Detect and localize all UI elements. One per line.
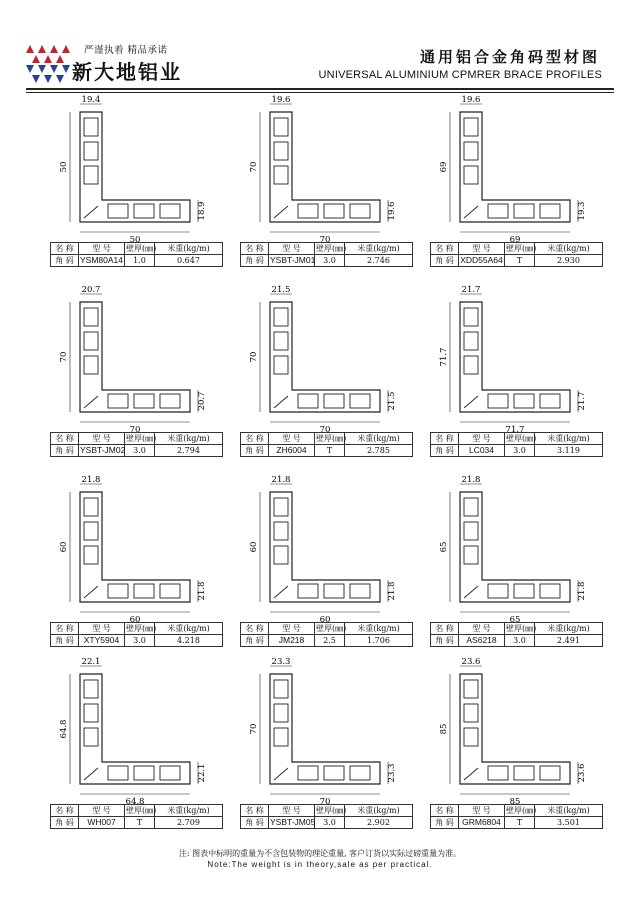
profile-chamber [540,584,560,598]
profile-chamber [84,728,98,746]
profile-chamber [464,166,478,184]
spec-table [240,242,413,267]
profile-outline [270,302,380,412]
spec-weight: 2.902 [345,817,413,829]
spec-header-name: 名 称 [241,623,269,635]
profile-chamber [464,586,478,598]
spec-thickness: 3.0 [125,445,155,457]
profile-drawing [240,95,400,245]
profile-chamber [274,546,288,564]
spec-header-weight: 米重(kg/m) [345,805,413,817]
profile-chamber [134,766,154,780]
profile-chamber [540,204,560,218]
profile-chamber [464,680,478,698]
spec-name: 角 码 [241,445,269,457]
profile-chamber [108,394,128,408]
spec-header-weight: 米重(kg/m) [345,623,413,635]
profile-chamber [160,584,180,598]
profile-chamber [350,204,370,218]
profile-chamber [464,332,478,350]
dim-left-label: 71.7 [439,347,449,367]
profile-chamber [464,728,478,746]
spec-header-thickness: 壁厚(㎜) [126,434,157,443]
company-logo [26,45,72,87]
spec-weight: 1.706 [345,635,413,647]
spec-header-thickness: 壁厚(㎜) [126,244,157,253]
profile-chamber [324,204,344,218]
spec-weight: 3.119 [535,445,603,457]
spec-name: 角 码 [241,255,269,267]
dim-left-label: 50 [59,161,69,173]
dim-left-label: 65 [439,541,449,553]
spec-header-name: 名 称 [51,433,79,445]
dim-left-label: 70 [249,161,259,173]
spec-header-weight: 米重(kg/m) [345,433,413,445]
spec-weight: 2.491 [535,635,603,647]
profile-outline [460,302,570,412]
profile-chamber [84,396,98,408]
profile-chamber [84,680,98,698]
spec-model: AS6218 [459,635,505,647]
profile-chamber [84,308,98,326]
dim-top-label: 21.8 [81,475,101,485]
profile-card [430,95,610,278]
profile-chamber [84,142,98,160]
profile-chamber [464,142,478,160]
dim-right-label: 20.7 [197,391,207,411]
company-slogan: 严谨执着 精品承诺 [84,45,168,56]
profile-outline [80,674,190,784]
profile-chamber [464,768,478,780]
spec-thickness: 3.0 [125,635,155,647]
profile-chamber [134,394,154,408]
profile-chamber [274,118,288,136]
spec-model: XDD55A64 [460,255,503,265]
spec-name: 角 码 [51,817,79,829]
dim-top-label: 21.7 [461,285,481,295]
spec-table [430,432,603,457]
profile-chamber [274,308,288,326]
dim-bottom-label: 70 [319,425,331,435]
dim-bottom-label: 65 [509,615,521,625]
header-divider [26,88,614,90]
spec-header-thickness: 壁厚(㎜) [316,624,347,633]
profile-chamber [514,394,534,408]
profile-chamber [84,704,98,722]
spec-header-thickness: 壁厚(㎜) [506,624,537,633]
profile-chamber [274,356,288,374]
profile-chamber [488,394,508,408]
profile-chamber [274,396,288,408]
dim-top-label: 19.6 [461,95,481,105]
profile-chamber [84,166,98,184]
profile-chamber [488,584,508,598]
spec-name: 角 码 [431,255,459,267]
spec-header-name: 名 称 [431,623,459,635]
spec-name: 角 码 [241,817,269,829]
profile-chamber [84,356,98,374]
dim-top-label: 22.1 [81,657,101,667]
spec-header-weight: 米重(kg/m) [155,623,223,635]
profile-chamber [514,584,534,598]
profile-chamber [84,498,98,516]
spec-name: 角 码 [431,635,459,647]
spec-model: YSBT-JM01 [270,255,316,265]
profile-chamber [274,166,288,184]
profile-chamber [274,768,288,780]
spec-model: YSBT-JM05 [270,817,316,827]
spec-header-name: 名 称 [51,623,79,635]
profile-chamber [274,522,288,540]
profile-chamber [274,586,288,598]
dim-left-label: 64.8 [59,719,69,739]
dim-top-label: 20.7 [81,285,101,295]
profile-card [50,285,230,468]
profile-chamber [160,766,180,780]
profile-chamber [488,766,508,780]
spec-header-weight: 米重(kg/m) [155,433,223,445]
spec-thickness: 1.0 [125,255,155,267]
spec-thickness: T [505,817,535,829]
profile-chamber [298,584,318,598]
spec-header-model: 型 号 [79,805,125,817]
spec-header-thickness: 壁厚(㎜) [506,244,537,253]
profile-chamber [488,204,508,218]
profile-chamber [464,308,478,326]
spec-table [240,622,413,647]
profile-chamber [464,522,478,540]
profile-chamber [540,394,560,408]
dim-right-label: 19.6 [387,201,397,221]
profile-chamber [540,766,560,780]
dim-bottom-label: 70 [319,235,331,245]
profile-drawing [50,475,210,625]
spec-header-weight: 米重(kg/m) [155,805,223,817]
profile-card [240,475,420,658]
profile-card [50,475,230,658]
header-divider-thin [26,92,614,93]
spec-model: YSBT-JM02 [80,445,126,455]
spec-weight: 2.930 [535,255,603,267]
spec-header-thickness: 壁厚(㎜) [126,624,157,633]
profile-chamber [274,206,288,218]
company-name: 新大地铝业 [72,60,182,84]
spec-header-model: 型 号 [269,243,315,255]
profile-outline [460,674,570,784]
dim-bottom-label: 60 [129,615,141,625]
profile-card [240,657,420,840]
profile-chamber [324,584,344,598]
dim-bottom-label: 70 [129,425,141,435]
profile-card [50,95,230,278]
profile-chamber [274,498,288,516]
profile-chamber [298,394,318,408]
dim-bottom-label: 50 [129,235,141,245]
profile-chamber [84,522,98,540]
spec-header-name: 名 称 [51,243,79,255]
spec-model: ZH6004 [269,445,315,457]
profile-drawing [50,285,210,435]
dim-bottom-label: 71.7 [505,425,525,435]
dim-bottom-label: 70 [319,797,331,807]
spec-table [240,804,413,829]
spec-name: 角 码 [241,635,269,647]
dim-top-label: 21.5 [271,285,291,295]
dim-left-label: 70 [249,723,259,735]
spec-model: LC034 [459,445,505,457]
spec-table [50,804,223,829]
profile-chamber [84,332,98,350]
profile-drawing [50,657,210,807]
spec-model: JM218 [269,635,315,647]
spec-header-name: 名 称 [51,805,79,817]
profile-chamber [84,118,98,136]
footer-note-cn: 注: 图表中标明的重量为不含包装物的理论重量, 客户订货以实际过磅重量为准。 [178,849,462,858]
profile-chamber [464,206,478,218]
profile-chamber [274,704,288,722]
profile-outline [460,112,570,222]
profile-card [430,285,610,468]
spec-header-model: 型 号 [79,433,125,445]
profile-chamber [108,584,128,598]
spec-header-model: 型 号 [459,805,505,817]
dim-top-label: 19.4 [81,95,101,105]
dim-left-label: 70 [59,351,69,363]
spec-header-name: 名 称 [241,243,269,255]
spec-header-name: 名 称 [431,243,459,255]
profile-chamber [464,118,478,136]
profile-chamber [108,204,128,218]
spec-table [430,242,603,267]
profile-chamber [108,766,128,780]
profile-chamber [350,766,370,780]
spec-header-model: 型 号 [79,243,125,255]
profile-chamber [350,584,370,598]
profile-card [430,475,610,658]
dim-top-label: 21.8 [271,475,291,485]
profile-chamber [464,498,478,516]
spec-table [430,622,603,647]
profile-drawing [430,475,590,625]
spec-header-model: 型 号 [269,433,315,445]
spec-header-thickness: 壁厚(㎜) [126,806,157,815]
profile-outline [80,302,190,412]
profile-chamber [298,766,318,780]
spec-header-name: 名 称 [431,433,459,445]
profile-chamber [464,356,478,374]
dim-left-label: 60 [249,541,259,553]
spec-weight: 2.709 [155,817,223,829]
spec-header-name: 名 称 [241,433,269,445]
dim-left-label: 60 [59,541,69,553]
spec-header-model: 型 号 [269,805,315,817]
dim-left-label: 85 [439,723,449,735]
spec-model: XTY5904 [79,635,125,647]
dim-left-label: 69 [439,161,449,173]
profile-card [240,285,420,468]
spec-header-weight: 米重(kg/m) [345,243,413,255]
spec-thickness: 3.0 [315,255,345,267]
spec-thickness: 2.5 [315,635,345,647]
profile-drawing [50,95,210,245]
profile-chamber [464,396,478,408]
dim-right-label: 18.9 [197,201,207,221]
profile-chamber [160,204,180,218]
spec-header-model: 型 号 [269,623,315,635]
spec-header-weight: 米重(kg/m) [535,623,603,635]
profile-drawing [240,475,400,625]
spec-header-thickness: 壁厚(㎜) [506,434,537,443]
spec-table [240,432,413,457]
profile-chamber [84,768,98,780]
spec-model: GRM6804 [459,817,505,829]
spec-name: 角 码 [51,445,79,457]
dim-left-label: 70 [249,351,259,363]
spec-header-thickness: 壁厚(㎜) [316,806,347,815]
spec-name: 角 码 [431,445,459,457]
profile-chamber [160,394,180,408]
spec-header-weight: 米重(kg/m) [535,243,603,255]
spec-thickness: T [505,255,535,267]
profile-chamber [274,680,288,698]
spec-name: 角 码 [431,817,459,829]
profile-chamber [274,142,288,160]
dim-top-label: 23.6 [461,657,481,667]
spec-weight: 0.647 [155,255,223,267]
dim-bottom-label: 64.8 [125,797,145,807]
profile-chamber [514,204,534,218]
spec-header-model: 型 号 [459,243,505,255]
dim-right-label: 21.7 [577,391,587,411]
profile-drawing [240,657,400,807]
profile-card [240,95,420,278]
spec-table [50,432,223,457]
profile-chamber [274,728,288,746]
spec-header-weight: 米重(kg/m) [535,433,603,445]
profile-chamber [514,766,534,780]
dim-right-label: 21.8 [197,581,207,601]
spec-table [430,804,603,829]
dim-top-label: 19.6 [271,95,291,105]
spec-header-weight: 米重(kg/m) [155,243,223,255]
profile-chamber [464,704,478,722]
spec-weight: 4.218 [155,635,223,647]
dim-top-label: 21.8 [461,475,481,485]
dim-bottom-label: 60 [319,615,331,625]
profile-chamber [464,546,478,564]
profile-card [430,657,610,840]
profile-chamber [274,332,288,350]
profile-outline [270,112,380,222]
footer-note-en: Note:The weight is in theory,sale as per practical. [207,860,433,869]
profile-drawing [430,285,590,435]
spec-weight: 2.794 [155,445,223,457]
spec-model: WH007 [79,817,125,829]
spec-header-model: 型 号 [459,433,505,445]
profile-chamber [350,394,370,408]
spec-header-model: 型 号 [79,623,125,635]
profile-chamber [84,586,98,598]
spec-thickness: T [315,445,345,457]
profile-outline [80,112,190,222]
spec-weight: 2.746 [345,255,413,267]
spec-thickness: 3.0 [315,817,345,829]
spec-header-thickness: 壁厚(㎜) [316,434,347,443]
spec-header-thickness: 壁厚(㎜) [506,806,537,815]
dim-right-label: 22.1 [197,763,207,783]
profile-drawing [430,657,590,807]
profile-drawing [240,285,400,435]
profile-outline [270,492,380,602]
profile-outline [270,674,380,784]
profile-outline [80,492,190,602]
dim-right-label: 23.6 [577,763,587,783]
profile-chamber [84,206,98,218]
spec-header-name: 名 称 [241,805,269,817]
spec-header-thickness: 壁厚(㎜) [316,244,347,253]
spec-table [50,622,223,647]
profile-chamber [324,394,344,408]
spec-weight: 3.501 [535,817,603,829]
page-title-cn: 通用铝合金角码型材图 [419,48,600,66]
dim-top-label: 23.3 [271,657,291,667]
profile-outline [460,492,570,602]
profile-chamber [134,204,154,218]
spec-thickness: T [125,817,155,829]
spec-thickness: 3.0 [505,635,535,647]
dim-right-label: 21.8 [577,581,587,601]
profile-card [50,657,230,840]
dim-bottom-label: 85 [509,797,521,807]
spec-table [50,242,223,267]
page-title-en: UNIVERSAL ALUMINIUM CPMRER BRACE PROFILES [318,69,602,81]
spec-weight: 2.785 [345,445,413,457]
spec-model: YSM80A14 [80,255,123,265]
spec-header-model: 型 号 [459,623,505,635]
dim-right-label: 21.8 [387,581,397,601]
dim-right-label: 23.3 [387,763,397,783]
dim-bottom-label: 69 [509,235,521,245]
profile-chamber [84,546,98,564]
spec-header-weight: 米重(kg/m) [535,805,603,817]
spec-thickness: 3.0 [505,445,535,457]
dim-right-label: 21.5 [387,391,397,411]
spec-name: 角 码 [51,635,79,647]
profile-chamber [134,584,154,598]
spec-header-name: 名 称 [431,805,459,817]
profile-drawing [430,95,590,245]
spec-name: 角 码 [51,255,79,267]
profile-chamber [324,766,344,780]
dim-right-label: 19.3 [577,201,587,221]
profile-chamber [298,204,318,218]
